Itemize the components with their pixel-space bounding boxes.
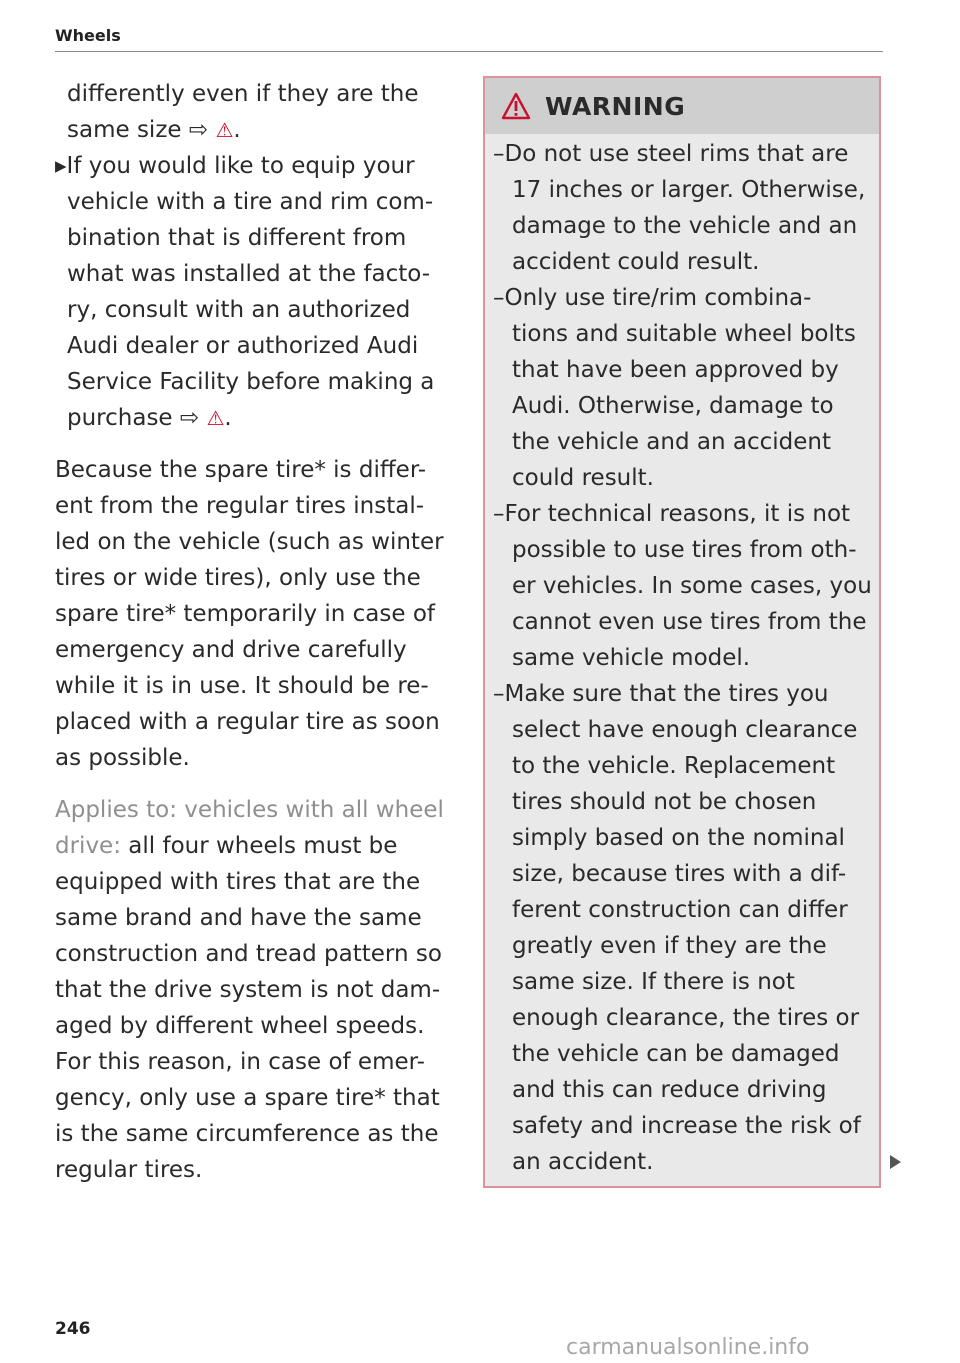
text-line: that the drive system is not dam- bbox=[55, 977, 441, 1003]
applies-to-note: drive: bbox=[55, 833, 121, 859]
text-line: emergency and drive carefully bbox=[55, 637, 407, 663]
warning-line: –Make sure that the tires you bbox=[493, 681, 829, 707]
watermark: carmanualsonline.info bbox=[566, 1335, 810, 1360]
text-line: as possible. bbox=[55, 745, 190, 771]
text-line: bination that is different from bbox=[67, 225, 407, 251]
text-line: Because the spare tire* is differ- bbox=[55, 457, 427, 483]
text-line: ent from the regular tires instal- bbox=[55, 493, 425, 519]
text-line: placed with a regular tire as soon bbox=[55, 709, 440, 735]
text-line: purchase ⇨ ⚠. bbox=[67, 405, 232, 431]
text-line: ▸If you would like to equip your bbox=[55, 153, 415, 179]
text-line: drive: all four wheels must be bbox=[55, 833, 398, 859]
warning-line: –For technical reasons, it is not bbox=[493, 501, 851, 527]
page-number: 246 bbox=[55, 1319, 91, 1339]
left-column-text bbox=[55, 76, 455, 1188]
warning-triangle-icon bbox=[501, 92, 531, 120]
text-line: vehicle with a tire and rim com- bbox=[67, 189, 434, 215]
applies-to-note: Applies to: vehicles with all wheel bbox=[55, 797, 444, 823]
text-line: spare tire* temporarily in case of bbox=[55, 601, 435, 627]
warning-line: er vehicles. In some cases, you bbox=[512, 573, 872, 599]
warning-line: simply based on the nominal bbox=[512, 825, 845, 851]
warning-line: –Only use tire/rim combina- bbox=[493, 285, 812, 311]
warning-line: Audi. Otherwise, damage to bbox=[512, 393, 834, 419]
section-title: Wheels bbox=[55, 26, 121, 45]
warning-line: accident could result. bbox=[512, 249, 760, 275]
text-line: led on the vehicle (such as winter bbox=[55, 529, 444, 555]
text-line: same brand and have the same bbox=[55, 905, 422, 931]
text-line: while it is in use. It should be re- bbox=[55, 673, 429, 699]
warning-line: ferent construction can differ bbox=[512, 897, 848, 923]
text-line: construction and tread pattern so bbox=[55, 941, 442, 967]
warning-line: the vehicle can be damaged bbox=[512, 1041, 840, 1067]
warning-line: tires should not be chosen bbox=[512, 789, 817, 815]
warning-line: –Do not use steel rims that are bbox=[493, 141, 849, 167]
warning-header bbox=[485, 78, 879, 134]
text-line: same size ⇨ ⚠. bbox=[67, 117, 241, 143]
text-line: equipped with tires that are the bbox=[55, 869, 421, 895]
warning-line: greatly even if they are the bbox=[512, 933, 827, 959]
warning-title: WARNING bbox=[545, 91, 686, 121]
warning-line: enough clearance, the tires or bbox=[512, 1005, 860, 1031]
warning-line: select have enough clearance bbox=[512, 717, 858, 743]
warning-line: to the vehicle. Replacement bbox=[512, 753, 836, 779]
warning-line: cannot even use tires from the bbox=[512, 609, 867, 635]
warning-line: damage to the vehicle and an bbox=[512, 213, 858, 239]
warning-line: safety and increase the risk of bbox=[512, 1113, 861, 1139]
text-line: is the same circumference as the bbox=[55, 1121, 439, 1147]
text-line: what was installed at the facto- bbox=[67, 261, 431, 287]
header-divider bbox=[55, 51, 883, 52]
warning-line: the vehicle and an accident bbox=[512, 429, 831, 455]
text-line: gency, only use a spare tire* that bbox=[55, 1085, 440, 1111]
warning-line: that have been approved by bbox=[512, 357, 839, 383]
warning-body bbox=[485, 134, 879, 1180]
warning-triangle-icon: ⚠ bbox=[206, 406, 225, 430]
text-line: Service Facility before making a bbox=[67, 369, 435, 395]
text-line: regular tires. bbox=[55, 1157, 203, 1183]
warning-line: tions and suitable wheel bolts bbox=[512, 321, 856, 347]
text-line: differently even if they are the bbox=[67, 81, 419, 107]
warning-line: possible to use tires from oth- bbox=[512, 537, 857, 563]
continue-arrow-icon bbox=[890, 1155, 901, 1169]
warning-line: 17 inches or larger. Otherwise, bbox=[512, 177, 866, 203]
warning-line: same size. If there is not bbox=[512, 969, 795, 995]
text-line: Audi dealer or authorized Audi bbox=[67, 333, 419, 359]
warning-box bbox=[483, 76, 881, 1188]
text-line: For this reason, in case of emer- bbox=[55, 1049, 425, 1075]
warning-line: could result. bbox=[512, 465, 654, 491]
warning-triangle-icon: ⚠ bbox=[215, 118, 234, 142]
text-line: ry, consult with an authorized bbox=[67, 297, 411, 323]
warning-line: and this can reduce driving bbox=[512, 1077, 827, 1103]
warning-line: size, because tires with a dif- bbox=[512, 861, 847, 887]
warning-line: same vehicle model. bbox=[512, 645, 751, 671]
warning-line: an accident. bbox=[512, 1149, 654, 1175]
text-line: tires or wide tires), only use the bbox=[55, 565, 421, 591]
text-line: aged by different wheel speeds. bbox=[55, 1013, 425, 1039]
